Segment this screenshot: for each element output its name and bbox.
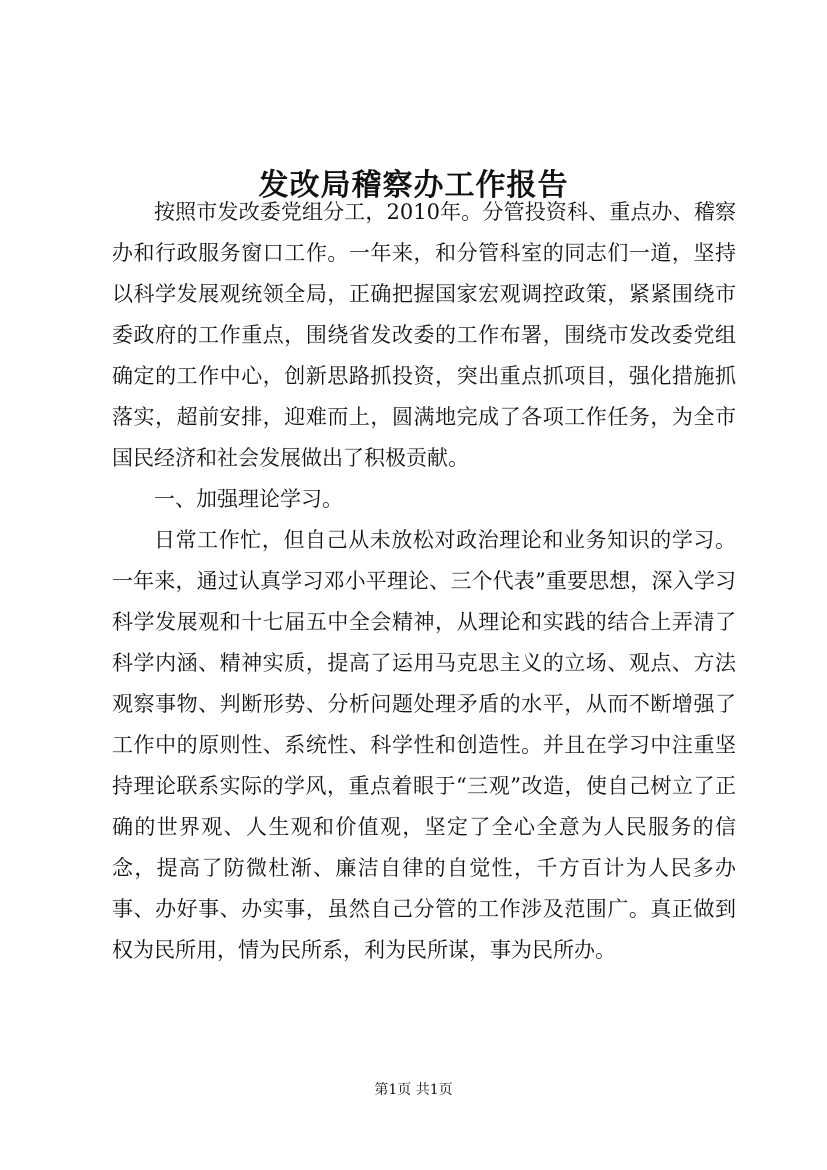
document-body (112, 192, 736, 971)
section-heading-1: 一、加强理论学习。 (154, 487, 343, 511)
page-footer: 第1页 共1页 (374, 1082, 453, 1098)
paragraph-intro: 按照市发改委党组分工，2010年。分管投资科、重点办、稽察办和行政服务窗口工作。一年来，和分管科室的同志们一道，坚持以科学发展观统领全局，正确把握国家宏观调控政策，紧紧围绕市委政府的工作重点，围绕省发改委的工作布署，围绕市发改委党组确定的工作中心，创新思路抓投资，突出重点抓项目，强化措施抓落实，超前安排，迎难而上，圆满地完成了各项工作任务，为全市国民经济和社会发展做出了积极贡献。 (112, 200, 736, 470)
paragraph-theory-study: 日常工作忙，但自己从未放松对政治理论和业务知识的学习。一年来，通过认真学习邓小平理论、三个代表”重要思想，深入学习科学发展观和十七届五中全会精神，从理论和实践的结合上弄清了科学内涵、精神实质，提高了运用马克思主义的立场、观点、方法观察事物、判断形势、分析问题处理矛盾的水平，从而不断增强了工作中的原则性、系统性、科学性和创造性。并且在学习中注重坚持理论联系实际的学风，重点着眼于“三观”改造，使自己树立了正确的世界观、人生观和价值观，坚定了全心全意为人民服务的信念，提高了防微杜渐、廉洁自律的自觉性，千方百计为人民多办事、办好事、办实事，虽然自己分管的工作涉及范围广。真正做到权为民所用，情为民所系，利为民所谋，事为民所办。 (112, 528, 736, 962)
document-title: 发改局稽察办工作报告 (258, 168, 569, 204)
